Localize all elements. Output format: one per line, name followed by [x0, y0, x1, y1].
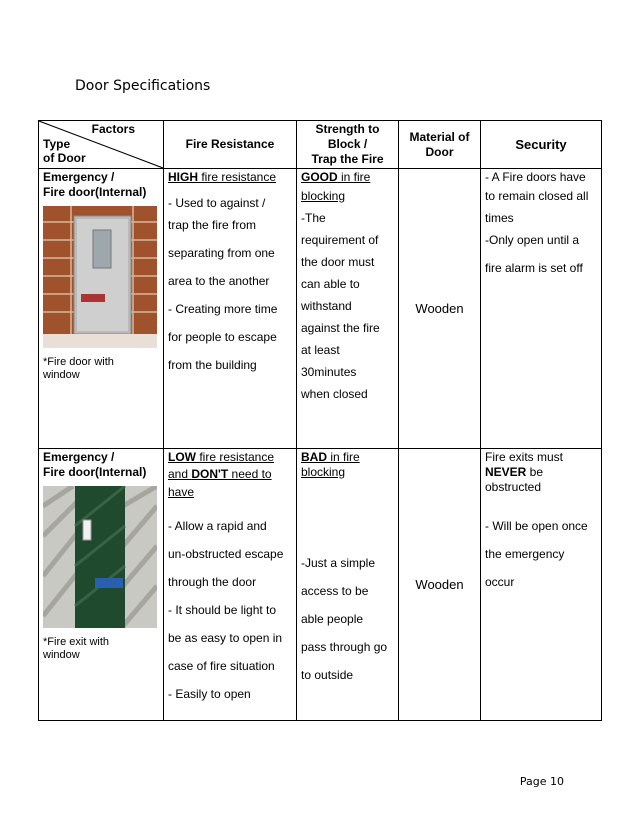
table-row	[39, 449, 602, 721]
photo-caption-line1: *Fire door with	[43, 356, 114, 368]
door-type-cell	[39, 449, 164, 721]
photo-caption-line2: window	[43, 649, 80, 661]
security-text-line: - A Fire doors have	[485, 170, 586, 184]
material-cell: Wooden	[399, 449, 481, 721]
material-header	[399, 121, 481, 169]
fire-line2-strong: DON'T	[191, 467, 229, 481]
block-level-rest: in fire	[337, 170, 371, 184]
fire-text-line: - It should be light to	[168, 603, 277, 617]
fire-text-line: separating from one	[168, 246, 275, 260]
table-header-row	[39, 121, 602, 169]
strength-header-line1: Strength to	[315, 122, 380, 136]
fire-text-line: un-obstructed escape	[168, 547, 284, 561]
block-text-line: -Just a simple	[301, 556, 376, 570]
security-text-line: times	[485, 211, 514, 225]
block-text-line: the door must	[301, 255, 375, 269]
fire-text-line: through the door	[168, 575, 257, 589]
material-header-line2: Door	[425, 144, 454, 159]
block-level: BAD	[301, 450, 327, 464]
material-header-line1: Material of	[409, 129, 470, 144]
fire-level-rest: fire resistance	[198, 170, 277, 184]
strength-header-line3: Trap the Fire	[311, 152, 384, 166]
fire-level: HIGH	[168, 170, 198, 184]
block-level-rest: in fire	[327, 450, 360, 464]
fire-line3: have	[168, 485, 195, 499]
fire-text-line: - Creating more time	[168, 302, 278, 316]
security-text-line: fire alarm is set off	[485, 261, 583, 275]
block-text-line: blocking	[301, 189, 346, 203]
fire-line2-b: need to	[228, 467, 272, 481]
fire-resistance-header: Fire Resistance	[164, 121, 297, 169]
security-cell	[481, 169, 602, 449]
strength-header	[297, 121, 399, 169]
door-type-line1: Emergency /	[43, 450, 115, 464]
fire-text-line: - Used to against /	[168, 196, 266, 210]
page-title: Door Specifications	[75, 78, 211, 94]
of-door-label: of Door	[43, 151, 86, 165]
fire-text-line: area to the another	[168, 274, 270, 288]
block-text-line: at least	[301, 343, 340, 357]
security-strong-rest: be	[526, 465, 544, 479]
fire-resistance-cell	[164, 169, 297, 449]
photo-caption-line1: *Fire exit with	[43, 636, 110, 648]
block-line2: blocking	[301, 465, 346, 479]
fire-text-line: - Easily to open	[168, 687, 251, 701]
block-text-line: -The	[301, 211, 326, 225]
block-text-line: can able to	[301, 277, 360, 291]
door-type-line2: Fire door(Internal)	[43, 465, 147, 479]
block-text-line: 30minutes	[301, 365, 357, 379]
block-text-line: withstand	[301, 299, 352, 313]
block-text-line: requirement of	[301, 233, 379, 247]
block-text-line: when closed	[301, 387, 368, 401]
block-text-line: pass through go	[301, 640, 388, 654]
fire-level: LOW	[168, 450, 196, 464]
fire-text-line: case of fire situation	[168, 659, 275, 673]
fire-text-line: trap the fire from	[168, 218, 257, 232]
factors-label: Factors	[91, 122, 135, 136]
door-type-line2: Fire door(Internal)	[43, 185, 147, 199]
fire-text-line: - Allow a rapid and	[168, 519, 267, 533]
security-strong: NEVER	[485, 465, 527, 479]
security-line3: obstructed	[485, 480, 542, 494]
block-strength-cell	[297, 169, 399, 449]
security-text-line: - Will be open once	[485, 519, 588, 533]
fire-text-line: for people to escape	[168, 330, 277, 344]
fire-level-rest: fire resistance	[196, 450, 275, 464]
door-spec-table	[38, 120, 602, 721]
table-row	[39, 169, 602, 449]
material-cell: Wooden	[399, 169, 481, 449]
fire-text-line: be as easy to open in	[168, 631, 283, 645]
block-strength-cell	[297, 449, 399, 721]
fire-resistance-cell	[164, 449, 297, 721]
photo-caption-line2: window	[43, 369, 80, 381]
fire-exit-photo	[43, 486, 157, 628]
block-text-line: access to be	[301, 584, 369, 598]
fire-door-photo	[43, 206, 157, 348]
block-level: GOOD	[301, 170, 338, 184]
door-type-cell	[39, 169, 164, 449]
security-text-line: occur	[485, 575, 515, 589]
factors-type-header	[39, 121, 164, 169]
type-label: Type	[43, 137, 71, 151]
fire-text-line: from the building	[168, 358, 257, 372]
door-type-line1: Emergency /	[43, 170, 115, 184]
block-text-line: against the fire	[301, 321, 380, 335]
security-text-line: to remain closed all	[485, 189, 589, 203]
security-cell	[481, 449, 602, 721]
security-header: Security	[481, 121, 602, 169]
strength-header-line2: Block /	[327, 137, 368, 151]
block-text-line: able people	[301, 612, 364, 626]
security-line1: Fire exits must	[485, 450, 564, 464]
page-number: Page 10	[519, 775, 564, 788]
security-text-line: the emergency	[485, 547, 565, 561]
fire-line2-a: and	[168, 467, 192, 481]
block-text-line: to outside	[301, 668, 354, 682]
security-text-line: -Only open until a	[485, 233, 580, 247]
